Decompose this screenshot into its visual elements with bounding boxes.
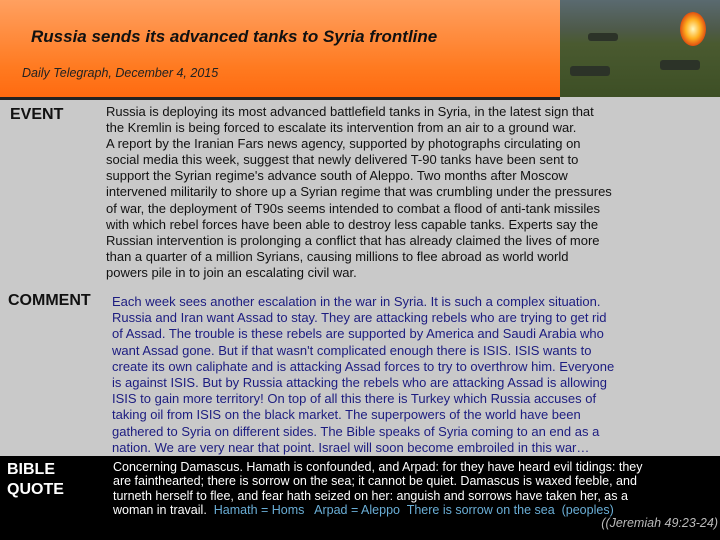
quote-end: woman in travail. — [113, 502, 207, 517]
text-line: gathered to Syria on different sides. The Bible speaks of Syria coming to an end as a — [112, 423, 600, 439]
comment-text — [112, 294, 614, 456]
event-text — [106, 104, 612, 281]
explosion-image — [680, 12, 706, 46]
text-line — [113, 503, 642, 517]
text-line: with which rebel forces have been able to destroy less capable tanks. Experts say the — [106, 216, 599, 232]
text-line: nation. We are very near that point. Israel will soon become embroiled in this war… — [112, 439, 590, 455]
text-line: A report by the Iranian Fars news agency, supported by photographs circulating on — [106, 136, 581, 152]
text-line: intervened militarily to shore up a Syrian regime that was crumbling under the pressures — [106, 184, 612, 200]
text-line: are fainthearted; there is sorrow on the sea; it cannot be quiet. Damascus is waxed feeble, and — [113, 474, 637, 489]
text-line: ISIS to gain more territory! On top of all this there is Turkey which Russia accuses of — [112, 391, 597, 407]
text-line: turneth herself to flee, and fear hath seized on her: anguish and sorrows have taken her, as a — [113, 488, 628, 503]
label-line: QUOTE — [7, 481, 64, 498]
header-divider — [0, 97, 560, 100]
label-line: BIBLE — [7, 461, 55, 478]
text-line: the Kremlin is being forced to escalate its intervention from an air to a ground war. — [106, 120, 577, 136]
text-line: want Assad gone. But if that wasn't complicated enough there is ISIS. ISIS wants to — [112, 342, 592, 358]
text-line: Each week sees another escalation in the war in Syria. It is such a complex situation. — [112, 294, 601, 309]
text-line: is against ISIS. But by Russia attacking the rebels who are attacking Assad is allowing — [112, 375, 607, 391]
tank-image — [570, 66, 610, 76]
text-line: Russia is deploying its most advanced battlefield tanks in Syria, in the latest sign that — [106, 104, 594, 119]
text-line: of war, the deployment of T90s seems intended to combat a flood of anti-tank missiles — [106, 200, 601, 216]
comment-label: COMMENT — [8, 292, 91, 309]
text-line: Russia and Iran want Assad to stay. They are attacking rebels who are trying to get rid — [112, 310, 607, 326]
header-banner — [0, 0, 560, 97]
text-line: powers pile in to join an escalating civil war. — [106, 264, 357, 280]
text-line: social media this week, suggest that newly delivered T-90 tanks have been sent to — [106, 152, 579, 168]
text-line: Russian intervention is prolonging a conflict that has already claimed the lives of more — [106, 232, 600, 248]
tank-image — [588, 33, 618, 41]
place-note: Hamath = Homs Arpad = Aleppo There is sorrow on the sea (peoples) — [213, 502, 614, 517]
scripture-reference: ((Jeremiah 49:23-24) — [601, 516, 718, 530]
source-citation: Daily Telegraph, December 4, 2015 — [22, 66, 219, 80]
bible-quote-section — [0, 456, 720, 540]
bible-quote-label — [7, 460, 64, 500]
text-line: support the Syrian regime's advance south of Aleppo. Two months after Moscow — [106, 168, 568, 184]
text-line: taking oil from ISIS on the black market. The superpowers of the world have been — [112, 407, 581, 423]
tanks-photo — [560, 0, 720, 97]
page-title: Russia sends its advanced tanks to Syria frontline — [31, 27, 438, 46]
text-line: of Assad. The trouble is these rebels are supported by America and Saudi Arabia who — [112, 326, 604, 342]
text-line: than a quarter of a million Syrians, causing millions to flee abroad as world world — [106, 248, 569, 264]
tank-image — [660, 60, 700, 70]
text-line: create its own caliphate and is attacking Assad forces to try to overthrow him. Everyone — [112, 358, 615, 374]
event-label: EVENT — [10, 106, 64, 123]
bible-quote-text — [113, 460, 642, 517]
text-line: Concerning Damascus. Hamath is confounded, and Arpad: for they have heard evil tidings: they — [113, 460, 643, 474]
